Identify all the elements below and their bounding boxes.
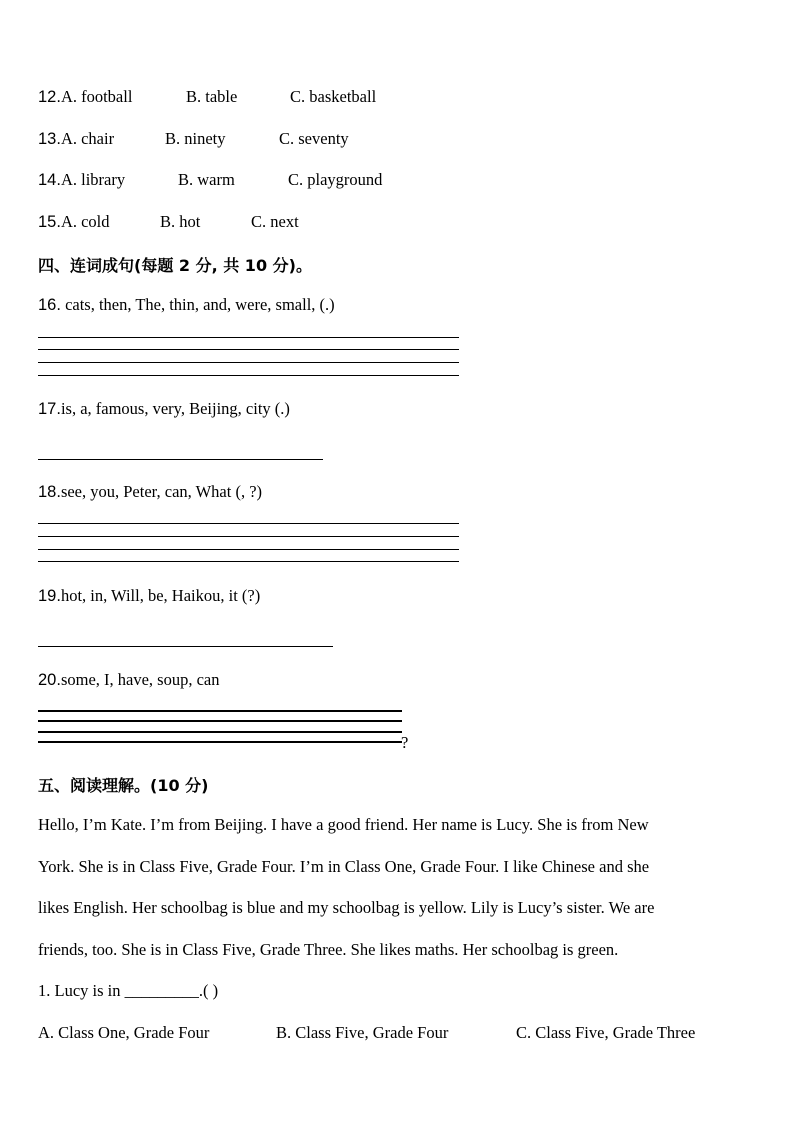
option-c: C. next (251, 212, 299, 231)
question-number: 12. (38, 88, 61, 106)
option-a: A. chair (60, 129, 115, 148)
question-text: cats, then, The, thin, and, were, small, (.) (60, 295, 335, 314)
question-number: 17. (38, 400, 61, 418)
question-number: 13. (38, 130, 61, 148)
answer-line[interactable] (38, 561, 459, 562)
option-a: A. Class One, Grade Four (38, 1023, 210, 1042)
question-text: hot, in, Will, be, Haikou, it (?) (60, 586, 261, 605)
option-a: A. library (60, 170, 126, 189)
option-c: C. playground (288, 170, 383, 189)
passage-line: York. She is in Class Five, Grade Four. I’m in Class One, Grade Four. I like Chinese and she (38, 857, 650, 876)
question-number: 20. (38, 671, 61, 689)
answer-line[interactable] (38, 710, 402, 712)
option-b: B. hot (160, 212, 201, 231)
option-b: B. table (186, 87, 238, 106)
passage-line: friends, too. She is in Class Five, Grade Three. She likes maths. Her schoolbag is green. (38, 940, 619, 959)
question-text: see, you, Peter, can, What (, ?) (60, 482, 263, 501)
answer-line[interactable] (38, 523, 459, 524)
answer-line[interactable] (38, 731, 402, 733)
question-text: some, I, have, soup, can (60, 670, 220, 689)
option-b: B. ninety (165, 129, 226, 148)
answer-line[interactable] (38, 646, 333, 647)
question-17 (38, 399, 290, 419)
answer-line[interactable] (38, 459, 323, 460)
answer-line[interactable] (38, 362, 459, 363)
option-b: B. warm (178, 170, 235, 189)
question-14 (38, 170, 125, 190)
answer-line[interactable] (38, 337, 459, 338)
answer-line[interactable] (38, 375, 459, 376)
answer-line[interactable] (38, 741, 402, 743)
question-number: 14. (38, 171, 61, 189)
question-18 (38, 482, 262, 502)
reading-question-1: 1. Lucy is in _________.( ) (38, 981, 219, 1000)
answer-line[interactable] (38, 349, 459, 350)
question-16 (38, 295, 335, 315)
question-19 (38, 586, 260, 606)
option-a: A. football (60, 87, 133, 106)
question-number: 18. (38, 483, 61, 501)
question-number: 15. (38, 213, 61, 231)
option-b: B. Class Five, Grade Four (276, 1023, 449, 1042)
section-4-title: 四、连词成句(每题 2 分, 共 10 分)。 (38, 256, 312, 275)
question-15 (38, 212, 110, 232)
question-number: 16. (38, 296, 61, 314)
option-a: A. cold (60, 212, 110, 231)
question-end-mark: ? (401, 733, 409, 752)
answer-line[interactable] (38, 549, 459, 550)
answer-line[interactable] (38, 720, 402, 722)
option-c: C. seventy (279, 129, 349, 148)
question-text: is, a, famous, very, Beijing, city (.) (60, 399, 290, 418)
option-c: C. Class Five, Grade Three (516, 1023, 696, 1042)
question-13 (38, 129, 114, 149)
question-number: 19. (38, 587, 61, 605)
section-5-title: 五、阅读理解。(10 分) (38, 776, 209, 795)
question-12 (38, 87, 132, 107)
question-20 (38, 670, 219, 690)
passage-line: Hello, I’m Kate. I’m from Beijing. I have a good friend. Her name is Lucy. She is from New (38, 815, 649, 834)
passage-line: likes English. Her schoolbag is blue and my schoolbag is yellow. Lily is Lucy’s sister. We are (38, 898, 655, 917)
answer-line[interactable] (38, 536, 459, 537)
option-c: C. basketball (290, 87, 377, 106)
